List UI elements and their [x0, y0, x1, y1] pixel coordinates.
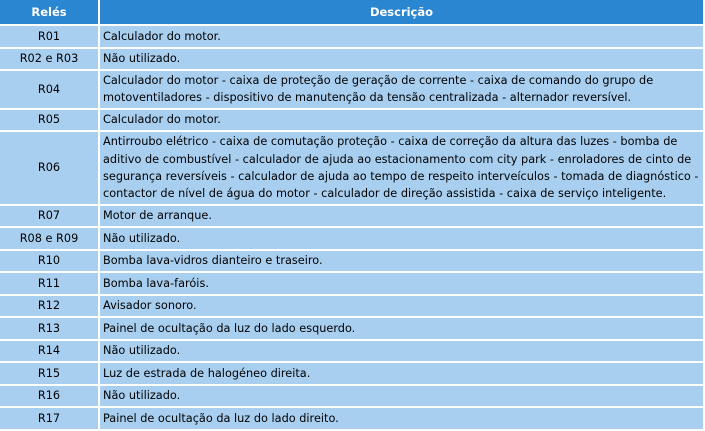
relay-cell: R02 e R03 [0, 48, 99, 71]
relay-cell: R16 [0, 385, 99, 408]
relay-cell: R14 [0, 340, 99, 363]
description-cell: Calculador do motor. [99, 25, 704, 48]
relay-cell: R05 [0, 109, 99, 132]
table-row [0, 340, 704, 363]
description-cell: Motor de arranque. [99, 205, 704, 228]
table-row [0, 70, 704, 109]
description-cell: Não utilizado. [99, 340, 704, 363]
description-cell: Não utilizado. [99, 227, 704, 250]
relay-cell: R15 [0, 362, 99, 385]
relay-cell: R10 [0, 250, 99, 273]
description-cell: Painel de ocultação da luz do lado esquerdo. [99, 317, 704, 340]
column-header-description: Descrição [99, 0, 704, 25]
table-row [0, 317, 704, 340]
table-row [0, 407, 704, 430]
description-cell: Luz de estrada de halogéneo direita. [99, 362, 704, 385]
relay-cell: R07 [0, 205, 99, 228]
table-row [0, 48, 704, 71]
table-row [0, 362, 704, 385]
table-row [0, 131, 704, 205]
description-cell: Bomba lava-vidros dianteiro e traseiro. [99, 250, 704, 273]
description-cell: Calculador do motor - caixa de proteção de geração de corrente - caixa de comando do grupo de motoventiladores - dispositivo de manutenção da tensão centralizada - alternador reversível. [99, 70, 704, 109]
table-header-row [0, 0, 704, 25]
table-row [0, 25, 704, 48]
relay-cell: R08 e R09 [0, 227, 99, 250]
description-cell: Calculador do motor. [99, 109, 704, 132]
relay-cell: R01 [0, 25, 99, 48]
relay-cell: R12 [0, 295, 99, 318]
description-cell: Painel de ocultação da luz do lado direito. [99, 407, 704, 430]
table-row [0, 205, 704, 228]
description-cell: Não utilizado. [99, 48, 704, 71]
column-header-relay: Relés [0, 0, 99, 25]
relay-cell: R17 [0, 407, 99, 430]
relay-cell: R11 [0, 272, 99, 295]
table-row [0, 250, 704, 273]
relay-cell: R13 [0, 317, 99, 340]
description-cell: Antirroubo elétrico - caixa de comutação proteção - caixa de correção da altura das luzes - bomba de aditivo de combustível - calculador de ajuda ao estacionamento com city park - enroladores de cinto de segurança reversíveis - calculador de ajuda ao tempo de respeito interveículos - tomada de diagnóstico - contactor de nível de água do motor - calculador de direção assistida - caixa de serviço inteligente. [99, 131, 704, 205]
table-row [0, 272, 704, 295]
description-cell: Bomba lava-faróis. [99, 272, 704, 295]
table-row [0, 109, 704, 132]
description-cell: Não utilizado. [99, 385, 704, 408]
relay-cell: R06 [0, 131, 99, 205]
description-cell: Avisador sonoro. [99, 295, 704, 318]
table-row [0, 227, 704, 250]
table-row [0, 295, 704, 318]
relay-cell: R04 [0, 70, 99, 109]
table-row [0, 385, 704, 408]
